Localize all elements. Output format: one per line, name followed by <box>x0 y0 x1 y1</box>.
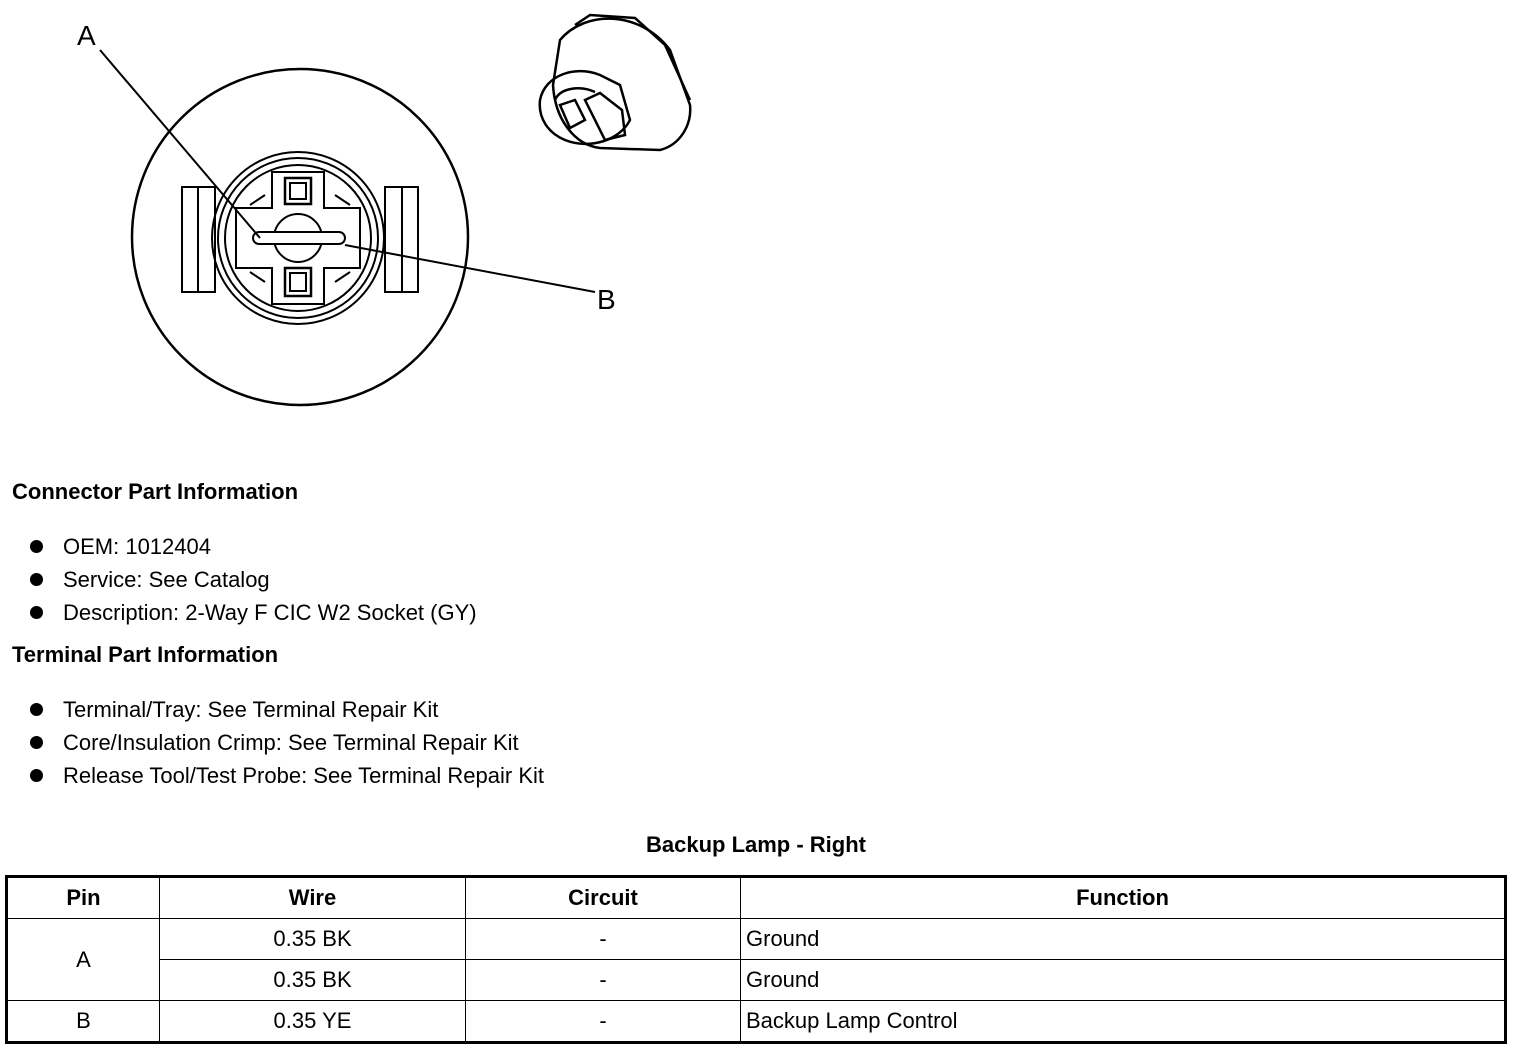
cell-wire: 0.35 BK <box>160 919 466 960</box>
bullet-icon <box>30 606 43 619</box>
bullet-icon <box>30 540 43 553</box>
connector-illustration <box>0 0 760 420</box>
bullet-icon <box>30 703 43 716</box>
terminal-part-info-heading: Terminal Part Information <box>12 642 279 667</box>
table-row <box>7 960 1506 1001</box>
bullet-icon <box>30 573 43 586</box>
terminal-slot <box>253 232 345 244</box>
cell-circuit: - <box>466 960 741 1001</box>
cell-function: Ground <box>741 960 1506 1001</box>
bulb-socket-view <box>540 15 690 150</box>
list-item <box>28 596 477 629</box>
cell-function: Ground <box>741 919 1506 960</box>
bullet-icon <box>30 769 43 782</box>
table-row <box>7 919 1506 960</box>
table-title: Backup Lamp - Right <box>645 832 866 857</box>
list-item <box>28 759 544 792</box>
release-tool: Release Tool/Test Probe: See Terminal Repair Kit <box>63 762 544 788</box>
connector-description: Description: 2-Way F CIC W2 Socket (GY) <box>63 599 477 625</box>
connector-service: Service: See Catalog <box>63 566 270 592</box>
table-header-row <box>7 877 1506 919</box>
terminal-tray: Terminal/Tray: See Terminal Repair Kit <box>63 696 439 722</box>
cell-pin: A <box>7 919 160 1001</box>
connector-part-info-list <box>28 530 477 629</box>
list-item <box>28 530 477 563</box>
header-circuit: Circuit <box>466 877 741 919</box>
connector-part-info-heading: Connector Part Information <box>12 479 299 504</box>
header-wire: Wire <box>160 877 466 919</box>
list-item <box>28 726 544 759</box>
callout-b: B <box>597 284 616 315</box>
cell-circuit: - <box>466 919 741 960</box>
header-function: Function <box>741 877 1506 919</box>
callout-a: A <box>77 20 96 51</box>
cell-wire: 0.35 YE <box>160 1001 466 1043</box>
cell-wire: 0.35 BK <box>160 960 466 1001</box>
pinout-table <box>5 875 1507 1044</box>
leader-line-b <box>345 245 595 292</box>
cell-function: Backup Lamp Control <box>741 1001 1506 1043</box>
cell-pin: B <box>7 1001 160 1043</box>
list-item <box>28 693 544 726</box>
list-item <box>28 563 477 596</box>
cell-circuit: - <box>466 1001 741 1043</box>
terminal-part-info-list <box>28 693 544 792</box>
bullet-icon <box>30 736 43 749</box>
core-insulation-crimp: Core/Insulation Crimp: See Terminal Repair Kit <box>63 729 519 755</box>
table-row <box>7 1001 1506 1043</box>
connector-oem: OEM: 1012404 <box>63 533 211 559</box>
header-pin: Pin <box>7 877 160 919</box>
leader-line-a <box>100 50 260 238</box>
